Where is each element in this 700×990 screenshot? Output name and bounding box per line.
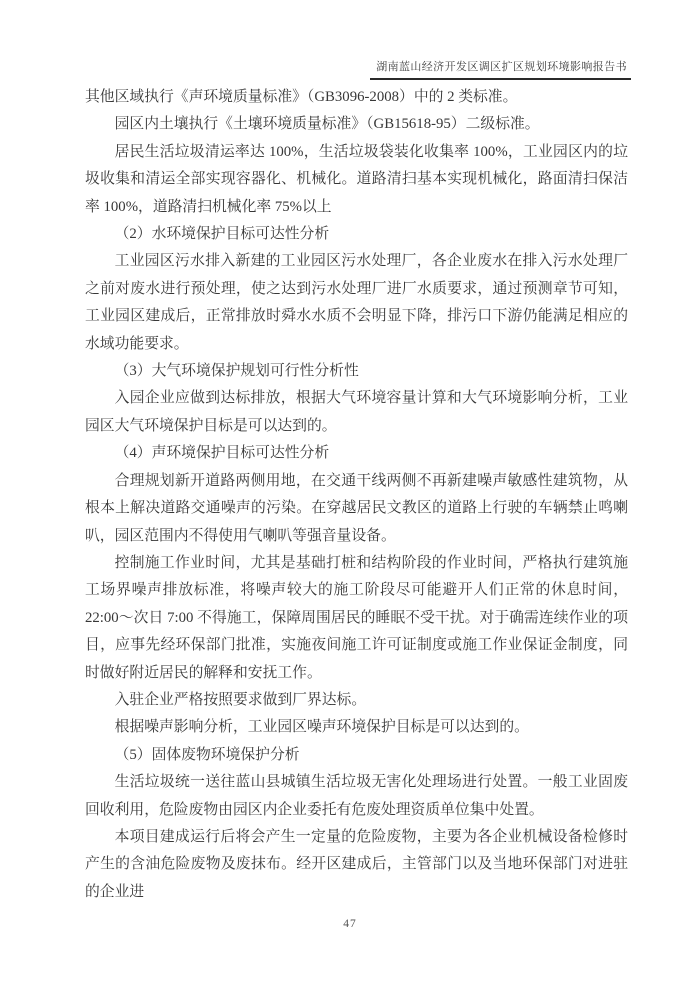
paragraph: （5）固体废物环境保护分析 [114, 746, 300, 763]
paragraph: 合理规划新开道路两侧用地，在交通干线两侧不再新建噪声敏感性建筑物，从根本上解决道路交通噪声的污染。在穿越居民文教区的道路上行驶的车辆禁止鸣喇叭，园区范围内不得使用气喇叭等强音量设备。 [85, 472, 628, 544]
document-body [85, 84, 628, 906]
page-footer [0, 918, 700, 930]
paragraph: 居民生活垃圾清运率达 100%，生活垃圾袋装化收集率 100%，工业园区内的垃圾收集和清运全部实现容器化、机械化。道路清扫基本实现机械化，路面清扫保洁率 100%，道路清扫机械化率 75%以上 [85, 143, 628, 215]
running-header-title: 湖南蓝山经济开发区调区扩区规划环境影响报告书 [370, 58, 631, 80]
paragraph: 生活垃圾统一送往蓝山县城镇生活垃圾无害化处理场进行处置。一般工业固废回收利用，危险废物由园区内企业委托有危废处理资质单位集中处置。 [85, 774, 628, 818]
page-number: 47 [343, 918, 357, 930]
paragraph: 入园企业应做到达标排放，根据大气环境容量计算和大气环境影响分析，工业园区大气环境保护目标是可以达到的。 [85, 390, 628, 434]
paragraph: （2）水环境保护目标可达性分析 [114, 226, 330, 243]
paragraph: 园区内土壤执行《土壤环境质量标准》（GB15618-95）二级标准。 [114, 116, 540, 133]
page-header [370, 57, 631, 80]
paragraph: 本项目建成运行后将会产生一定量的危险废物，主要为各企业机械设备检修时产生的含油危险废物及废抹布。经开区建成后，主管部门以及当地环保部门对进驻的企业进 [85, 828, 628, 900]
paragraph: 其他区域执行《声环境质量标准》（GB3096-2008）中的 2 类标准。 [85, 89, 518, 105]
paragraph: 入驻企业严格按照要求做到厂界达标。 [114, 691, 367, 708]
paragraph: 根据噪声影响分析，工业园区噪声环境保护目标是可以达到的。 [114, 719, 529, 736]
paragraph: 工业园区污水排入新建的工业园区污水处理厂，各企业废水在排入污水处理厂之前对废水进行预处理，使之达到污水处理厂进厂水质要求，通过预测章节可知，工业园区建成后，正常排放时舜水水质不会明显下降，排污口下游仍能满足相应的水域功能要求。 [85, 253, 628, 352]
paragraph: （3）大气环境保护规划可行性分析性 [114, 363, 359, 380]
paragraph: 控制施工作业时间，尤其是基础打桩和结构阶段的作业时间，严格执行建筑施工场界噪声排放标准，将噪声较大的施工阶段尽可能避开人们正常的休息时间，22:00～次日 7:00 不得施工，保障周围居民的睡眠不受干扰。对于确需连续作业的项目，应事先经环保部门批准，实施夜间施工许可证制度或施工作业保证金制度，同时做好附近居民的解释和安抚工作。 [85, 554, 628, 681]
paragraph: （4）声环境保护目标可达性分析 [114, 445, 330, 462]
